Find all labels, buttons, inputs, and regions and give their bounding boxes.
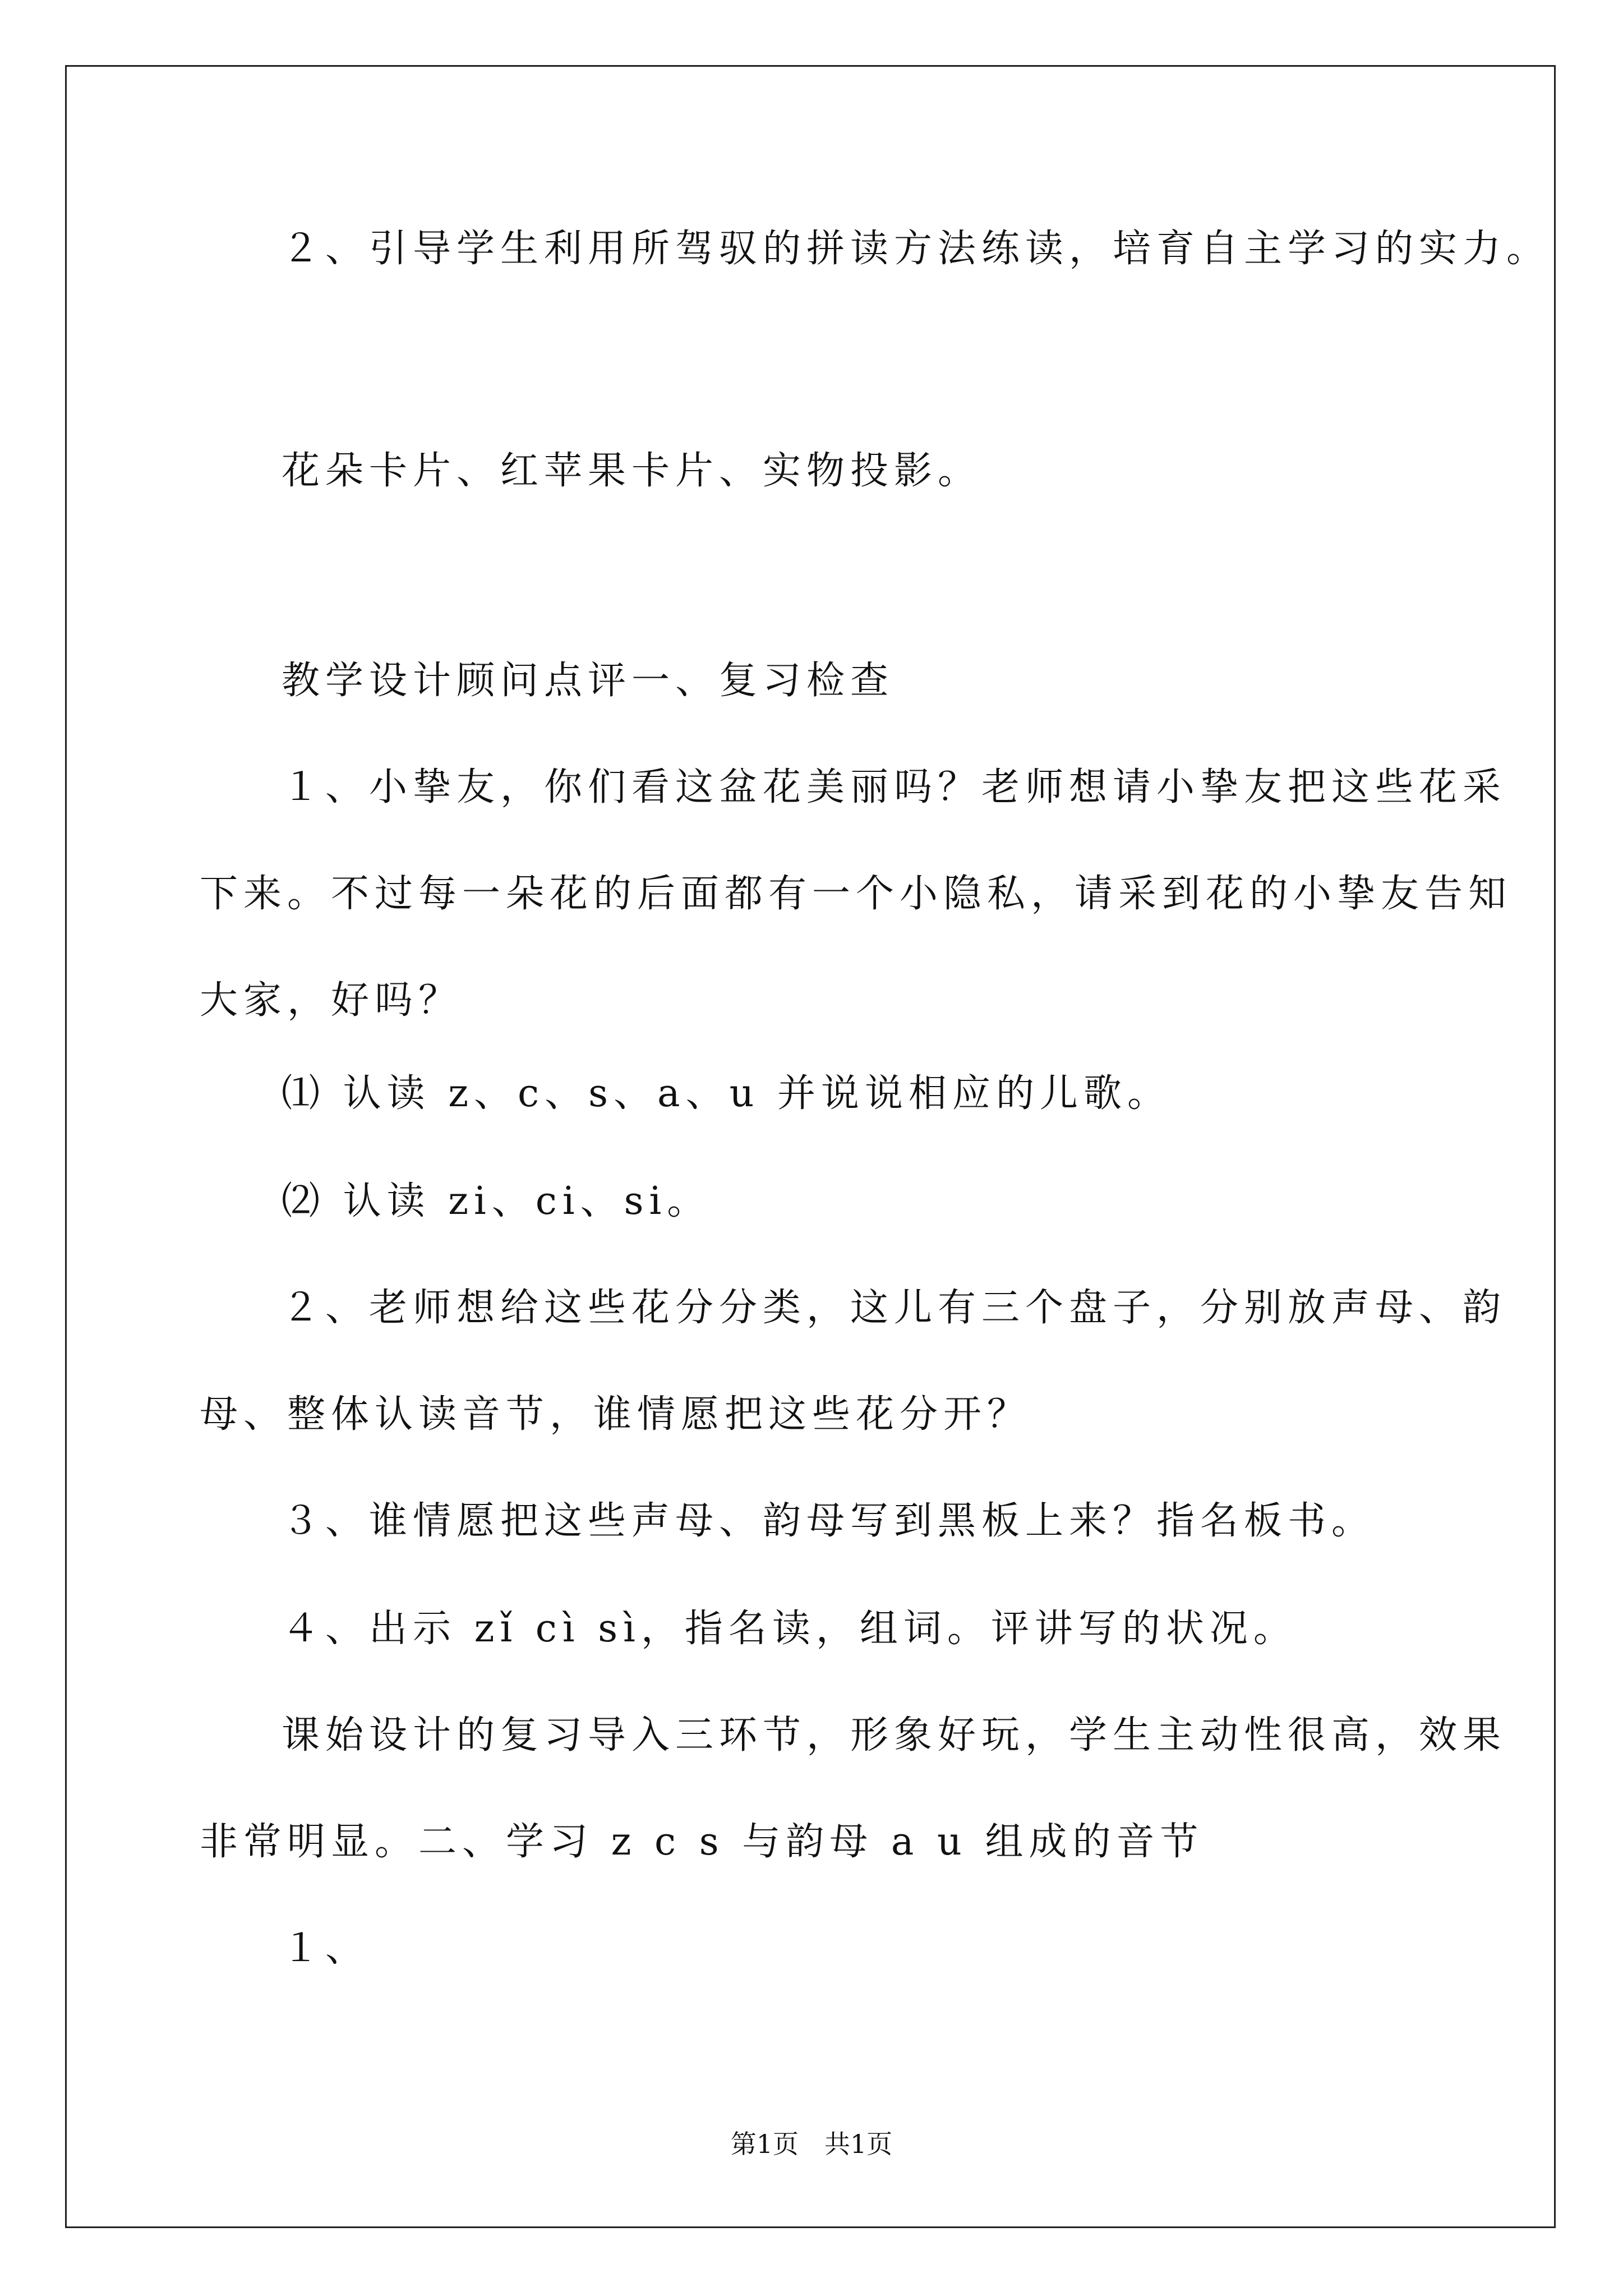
page-border bbox=[65, 65, 1556, 2228]
paragraph-comment bbox=[200, 1709, 1507, 1869]
text-line: ４、出示 zǐ cì sì，指名读，组词。评讲写的状况。 bbox=[282, 1607, 1297, 1651]
paragraph-objective-2 bbox=[200, 222, 1551, 276]
text-line: １、小挚友，你们看这盆花美丽吗？老师想请小挚友把这些花采 bbox=[282, 765, 1507, 809]
text-line: ２、引导学生利用所驾驭的拼读方法练读，培育自主学习的实力。 bbox=[282, 227, 1551, 271]
text-line: ３、谁情愿把这些声母、韵母写到黑板上来？指名板书。 bbox=[282, 1499, 1376, 1543]
text-line: 课始设计的复习导入三环节，形象好玩，学生主动性很高，效果 bbox=[282, 1713, 1507, 1757]
text-line: ２、老师想给这些花分分类，这儿有三个盘子，分别放声母、韵 bbox=[282, 1286, 1507, 1330]
paragraph-step-3 bbox=[200, 1494, 1461, 1548]
paragraph-section-review bbox=[200, 654, 1461, 708]
text-line: 教学设计顾问点评一、复习检查 bbox=[282, 659, 895, 703]
paragraph-section2-step-1 bbox=[200, 1922, 1461, 1976]
paragraph-step-2 bbox=[200, 1281, 1507, 1442]
text-line: ⑵ 认读 zi、ci、si。 bbox=[282, 1179, 711, 1223]
paragraph-step-4 bbox=[200, 1602, 1461, 1656]
text-line: 花朵卡片、红苹果卡片、实物投影。 bbox=[282, 449, 982, 493]
paragraph-materials bbox=[200, 444, 1461, 498]
text-line: 非常明显。二、学习 z c s 与韵母 a u 组成的音节 bbox=[200, 1820, 1204, 1864]
text-line: 下来。不过每一朵花的后面都有一个小隐私，请采到花的小挚友告知 bbox=[200, 872, 1513, 916]
text-line: １、 bbox=[282, 1926, 370, 1971]
paragraph-step-1 bbox=[200, 761, 1513, 1028]
paragraph-item-1 bbox=[200, 1067, 1461, 1121]
text-line: 大家，好吗？ bbox=[200, 978, 463, 1023]
text-line: ⑴ 认读 z、c、s、a、u 并说说相应的儿歌。 bbox=[282, 1071, 1171, 1116]
text-line: 母、整体认读音节，谁情愿把这些花分开？ bbox=[200, 1392, 1031, 1437]
paragraph-item-2 bbox=[200, 1175, 1461, 1228]
page-footer: 第1页 共1页 bbox=[730, 2129, 893, 2159]
